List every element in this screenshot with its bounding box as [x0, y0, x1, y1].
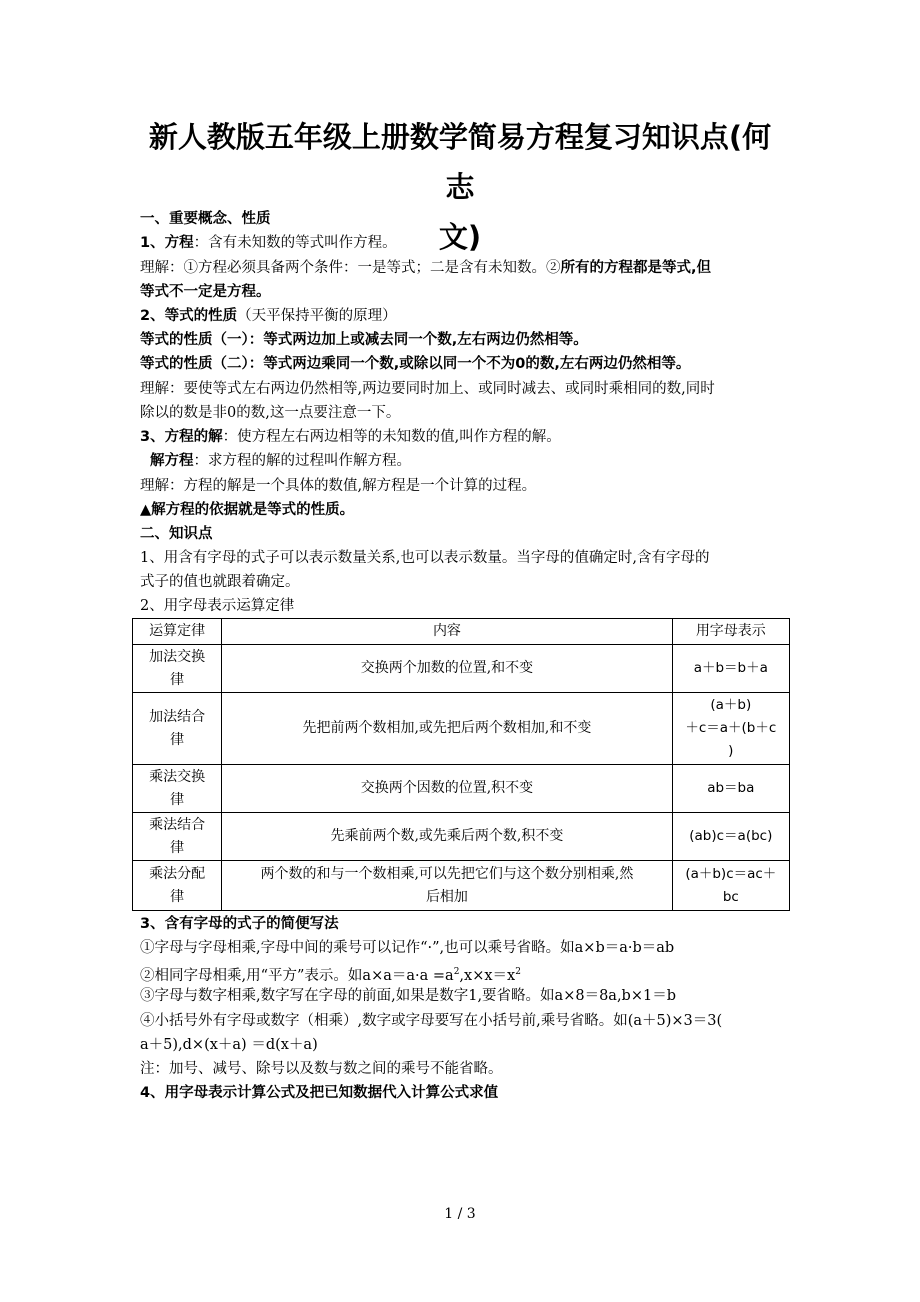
paragraph-bold: 等式不一定是方程。 [140, 284, 271, 300]
term-text: （天平保持平衡的原理） [237, 308, 397, 324]
equation-property-2: 等式的性质（二）：等式两边乘同一个数,或除以同一个不为0的数,左右两边仍然相等。 [140, 356, 691, 372]
term-label: 2、等式的性质 [140, 308, 238, 324]
paragraph-text: 理解：①方程必须具备两个条件：一是等式；二是含有未知数。② [140, 260, 561, 276]
paragraph: 式子的值也就跟着确定。 [140, 574, 300, 590]
superscript: 2 [453, 967, 460, 977]
law-name: 乘法分配 律 [133, 861, 222, 911]
key-point: ▲解方程的依据就是等式的性质。 [140, 502, 355, 518]
subsection-heading: 4、用字母表示计算公式及把已知数据代入计算公式求值 [140, 1085, 499, 1101]
subsection-heading: 3、含有字母的式子的简便写法 [140, 916, 339, 932]
superscript: 2 [515, 967, 521, 977]
paragraph: 2、用字母表示运算定律 [140, 598, 295, 614]
law-name: 加法结合 律 [133, 693, 222, 765]
table-header-row [133, 619, 790, 645]
law-content: 交换两个加数的位置,和不变 [222, 645, 672, 693]
table-header: 用字母表示 [672, 619, 789, 645]
law-content: 先把前两个数相加,或先把后两个数相加,和不变 [222, 693, 672, 765]
section-1-heading: 一、重要概念、性质 [140, 211, 271, 227]
rule-line: ③字母与数字相乘,数字写在字母的前面,如果是数字1,要省略。如a×8＝8a,b×1＝b [140, 988, 676, 1004]
paragraph [150, 450, 800, 473]
paragraph: 理解：要使等式左右两边仍然相等,两边要同时加上、或同时减去、或同时乘相同的数,同时 [140, 381, 715, 397]
rule-line: ①字母与字母相乘,字母中间的乘号可以记作“·”,也可以乘号省略。如a×b＝a·b＝ab [140, 940, 675, 956]
law-formula: (a＋b)c＝ac＋ bc [672, 861, 789, 911]
rule-line: a＋5),d×(x＋a) ＝d(x＋a) [140, 1037, 318, 1053]
law-formula: (ab)c＝a(bc) [672, 813, 789, 861]
table-header: 运算定律 [133, 619, 222, 645]
note-line: 注：加号、减号、除号以及数与数之间的乘号不能省略。 [140, 1061, 503, 1077]
paragraph [140, 426, 790, 449]
rule-line: ④小括号外有字母或数字（相乘）,数字或字母要写在小括号前,乘号省略。如(a＋5)×3＝3( [140, 1013, 723, 1029]
law-content: 先乘前两个数,或先乘后两个数,积不变 [222, 813, 672, 861]
term-text: ：使方程左右两边相等的未知数的值,叫作方程的解。 [222, 429, 561, 445]
term-label: 1、方程 [140, 235, 194, 251]
table-row [133, 645, 790, 693]
title-line-1: 新人教版五年级上册数学简易方程复习知识点(何志 [148, 120, 772, 204]
paragraph [140, 232, 790, 255]
term-text: ：含有未知数的等式叫作方程。 [193, 235, 397, 251]
paragraph-bold: 所有的方程都是等式,但 [560, 260, 712, 276]
equation-property-1: 等式的性质（一）：等式两边加上或减去同一个数,左右两边仍然相等。 [140, 332, 588, 348]
table-row [133, 861, 790, 911]
law-formula: (a＋b) ＋c＝a＋(b＋c ) [672, 693, 789, 765]
law-name: 加法交换 律 [133, 645, 222, 693]
term-label: 解方程 [150, 453, 194, 469]
table-row [133, 765, 790, 813]
paragraph: 除以的数是非0的数,这一点要注意一下。 [140, 405, 401, 421]
table-header: 内容 [222, 619, 672, 645]
law-name: 乘法交换 律 [133, 765, 222, 813]
law-content: 两个数的和与一个数相乘,可以先把它们与这个数分别相乘,然 后相加 [222, 861, 672, 911]
page-number: 1 / 3 [444, 1206, 476, 1222]
law-formula: a＋b＝b＋a [672, 645, 789, 693]
law-formula: ab＝ba [672, 765, 789, 813]
paragraph: 理解：方程的解是一个具体的数值,解方程是一个计算的过程。 [140, 478, 537, 494]
law-name: 乘法结合 律 [133, 813, 222, 861]
term-label: 3、方程的解 [140, 429, 223, 445]
table-row [133, 813, 790, 861]
paragraph [140, 305, 790, 328]
paragraph [140, 257, 790, 280]
title-line-2: 文) [438, 220, 482, 254]
table-row [133, 693, 790, 765]
rule-line: ②相同字母相乘,用“平方”表示。如$a\times a=a\cdot a =a^2,x\times x=x^2$ [140, 967, 521, 984]
law-content: 交换两个因数的位置,积不变 [222, 765, 672, 813]
section-2-heading: 二、知识点 [140, 526, 213, 542]
paragraph: 1、用含有字母的式子可以表示数量关系,也可以表示数量。当字母的值确定时,含有字母的 [140, 550, 710, 566]
operation-laws-table [132, 618, 790, 911]
term-text: ：求方程的解的过程叫作解方程。 [193, 453, 411, 469]
